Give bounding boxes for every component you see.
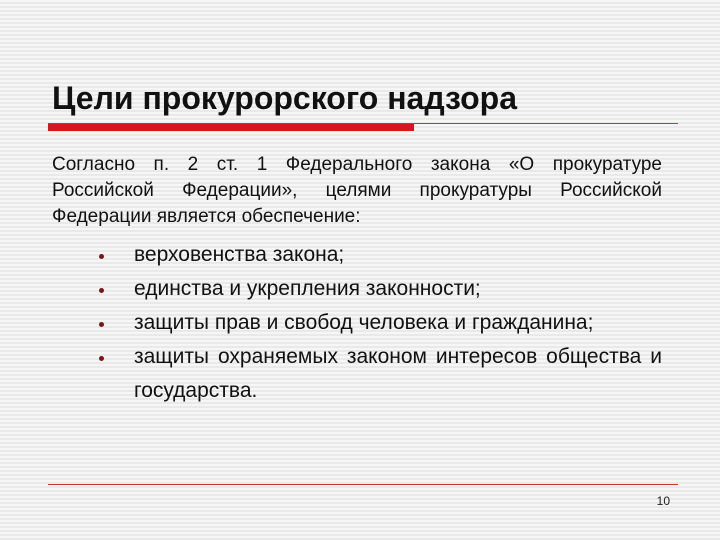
bullet-icon <box>99 254 104 259</box>
list-item <box>52 238 662 272</box>
list-item-text: защиты охраняемых законом интересов общества и государства. <box>134 345 662 402</box>
intro-paragraph: Согласно п. 2 ст. 1 Федерального закона «О прокуратуре Российской Федерации», целями прокуратуры Российской Федерации является обеспечение: <box>52 154 662 227</box>
list-item-text: верховенства закона; <box>134 243 345 266</box>
bullet-icon <box>99 356 104 361</box>
list-item <box>52 306 662 340</box>
list-item-text: защиты прав и свобод человека и гражданина; <box>134 311 594 334</box>
list-item <box>52 340 662 408</box>
bullet-icon <box>99 322 104 327</box>
goals-list <box>52 238 662 408</box>
list-item-text: единства и укрепления законности; <box>134 277 481 300</box>
title-underline-accent <box>48 124 414 131</box>
list-item <box>52 272 662 306</box>
slide-title: Цели прокурорского надзора <box>52 80 518 116</box>
page-number: 10 <box>656 494 670 508</box>
bullet-icon <box>99 288 104 293</box>
footer-divider <box>48 484 678 485</box>
